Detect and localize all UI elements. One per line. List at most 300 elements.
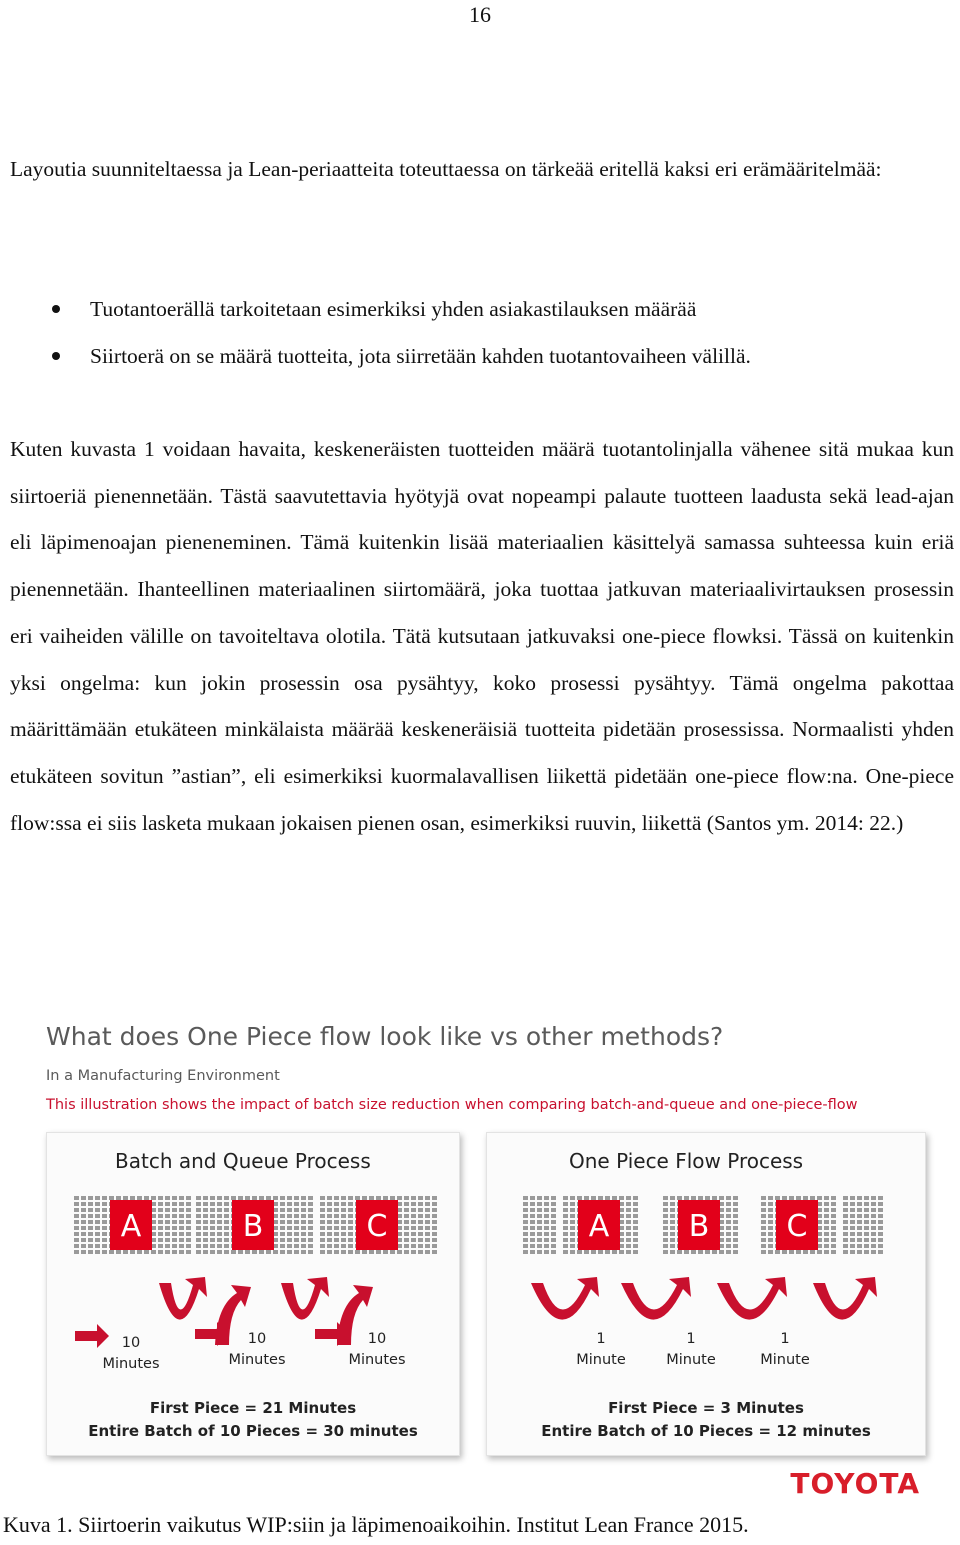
part-cell — [165, 1202, 170, 1206]
part-cell — [95, 1238, 100, 1242]
part-cell — [186, 1238, 191, 1242]
part-cell — [570, 1250, 575, 1254]
part-cell — [158, 1226, 163, 1230]
batch-time-label — [337, 1329, 417, 1371]
part-cell — [224, 1232, 229, 1236]
part-cell — [172, 1202, 177, 1206]
part-cell — [626, 1196, 631, 1200]
part-cell — [348, 1250, 353, 1254]
part-cell — [165, 1208, 170, 1212]
part-cell — [633, 1220, 638, 1224]
part-cell — [544, 1250, 549, 1254]
part-cell — [158, 1232, 163, 1236]
part-cell — [404, 1250, 409, 1254]
part-cell — [871, 1238, 876, 1242]
part-cell — [857, 1196, 862, 1200]
part-cell — [348, 1208, 353, 1212]
part-cell — [871, 1202, 876, 1206]
part-cell — [355, 1250, 360, 1254]
part-cell — [831, 1196, 836, 1200]
part-cell — [172, 1208, 177, 1212]
part-cell — [397, 1250, 402, 1254]
part-cell — [404, 1244, 409, 1248]
part-cell — [320, 1202, 325, 1206]
part-cell — [719, 1196, 724, 1200]
part-cell — [217, 1214, 222, 1218]
part-cell — [179, 1208, 184, 1212]
part-cell — [203, 1238, 208, 1242]
part-cell — [418, 1250, 423, 1254]
part-cell — [591, 1196, 596, 1200]
part-cell — [843, 1244, 848, 1248]
station-label: C — [786, 1209, 808, 1244]
part-cell — [563, 1238, 568, 1242]
part-cell — [432, 1208, 437, 1212]
part-cell — [544, 1244, 549, 1248]
part-cell — [425, 1202, 430, 1206]
part-cell — [294, 1226, 299, 1230]
part-cell — [670, 1202, 675, 1206]
part-cell — [551, 1238, 556, 1242]
part-cell — [273, 1250, 278, 1254]
part-cell — [294, 1196, 299, 1200]
part-cell — [165, 1226, 170, 1230]
time-value: 10 — [121, 1335, 141, 1351]
part-cell — [530, 1220, 535, 1224]
part-cell — [355, 1196, 360, 1200]
part-cell — [327, 1202, 332, 1206]
part-cell — [705, 1196, 710, 1200]
part-cell — [530, 1208, 535, 1212]
part-cell — [577, 1250, 582, 1254]
part-cell — [151, 1250, 156, 1254]
part-cell — [280, 1214, 285, 1218]
part-cell — [280, 1232, 285, 1236]
part-cell — [287, 1214, 292, 1218]
part-cell — [158, 1250, 163, 1254]
part-cell — [102, 1250, 107, 1254]
part-cell — [224, 1238, 229, 1242]
part-cell — [88, 1226, 93, 1230]
transfer-arrow-icon — [621, 1277, 691, 1320]
part-cell — [425, 1214, 430, 1218]
part-cell — [824, 1226, 829, 1230]
time-unit: Minute — [666, 1352, 716, 1368]
part-cell — [857, 1232, 862, 1236]
part-cell — [320, 1232, 325, 1236]
part-cell — [418, 1232, 423, 1236]
part-cell — [196, 1226, 201, 1230]
part-cell — [768, 1232, 773, 1236]
part-cell — [530, 1214, 535, 1218]
figure-note: This illustration shows the impact of batch size reduction when comparing batch-and-queue and one-piece-flow — [46, 1097, 858, 1113]
part-cell — [864, 1238, 869, 1242]
part-cell — [563, 1244, 568, 1248]
part-cell — [425, 1250, 430, 1254]
part-cell — [102, 1208, 107, 1212]
part-cell — [530, 1196, 535, 1200]
part-cell — [217, 1196, 222, 1200]
part-cell — [88, 1220, 93, 1224]
batch-queue-panel — [46, 1132, 460, 1456]
part-cell — [245, 1250, 250, 1254]
transfer-arrow-icon — [281, 1277, 329, 1320]
part-cell — [563, 1208, 568, 1212]
part-cell — [633, 1226, 638, 1230]
part-cell — [102, 1226, 107, 1230]
part-cell — [179, 1232, 184, 1236]
part-cell — [196, 1250, 201, 1254]
part-cell — [210, 1220, 215, 1224]
part-cell — [782, 1196, 787, 1200]
part-cell — [633, 1208, 638, 1212]
part-cell — [308, 1226, 313, 1230]
part-cell — [577, 1196, 582, 1200]
part-cell — [831, 1232, 836, 1236]
part-cell — [864, 1244, 869, 1248]
part-cell — [523, 1214, 528, 1218]
part-cell — [224, 1196, 229, 1200]
part-cell — [308, 1250, 313, 1254]
part-cell — [537, 1220, 542, 1224]
part-cell — [74, 1226, 79, 1230]
part-cell — [843, 1250, 848, 1254]
part-cell — [301, 1214, 306, 1218]
part-cell — [287, 1226, 292, 1230]
part-cell — [217, 1238, 222, 1242]
part-cell — [294, 1238, 299, 1242]
part-cell — [320, 1238, 325, 1242]
part-cell — [551, 1196, 556, 1200]
part-cell — [196, 1208, 201, 1212]
part-cell — [186, 1196, 191, 1200]
part-cell — [186, 1232, 191, 1236]
flow-summary — [487, 1397, 925, 1443]
part-cell — [383, 1250, 388, 1254]
part-cell — [301, 1250, 306, 1254]
part-cell — [294, 1208, 299, 1212]
part-cell — [871, 1208, 876, 1212]
part-cell — [301, 1202, 306, 1206]
part-cell — [605, 1250, 610, 1254]
transfer-arrow-icon — [531, 1277, 599, 1320]
part-cell — [843, 1238, 848, 1242]
part-cell — [544, 1208, 549, 1212]
part-cell — [810, 1250, 815, 1254]
part-cell — [523, 1220, 528, 1224]
part-cell — [824, 1250, 829, 1254]
part-cell — [418, 1196, 423, 1200]
part-cell — [334, 1232, 339, 1236]
part-cell — [102, 1220, 107, 1224]
part-cell — [301, 1238, 306, 1242]
part-cell — [523, 1238, 528, 1242]
part-cell — [341, 1196, 346, 1200]
page-number: 16 — [469, 2, 491, 27]
part-cell — [280, 1202, 285, 1206]
part-cell — [432, 1202, 437, 1206]
part-cell — [570, 1226, 575, 1230]
part-cell — [397, 1196, 402, 1200]
part-cell — [369, 1250, 374, 1254]
part-cell — [432, 1232, 437, 1236]
part-cell — [843, 1226, 848, 1230]
part-cell — [74, 1220, 79, 1224]
part-cell — [563, 1226, 568, 1230]
part-cell — [530, 1244, 535, 1248]
part-cell — [803, 1250, 808, 1254]
part-cell — [74, 1196, 79, 1200]
part-cell — [684, 1196, 689, 1200]
part-cell — [544, 1238, 549, 1242]
part-cell — [301, 1196, 306, 1200]
part-cell — [404, 1226, 409, 1230]
part-cell — [864, 1196, 869, 1200]
batch-time-label — [217, 1329, 297, 1371]
part-cell — [633, 1244, 638, 1248]
part-cell — [537, 1196, 542, 1200]
part-cell — [864, 1250, 869, 1254]
figure-subtitle: In a Manufacturing Environment — [46, 1068, 280, 1084]
part-cell — [179, 1202, 184, 1206]
part-cell — [563, 1250, 568, 1254]
part-cell — [663, 1202, 668, 1206]
part-cell — [411, 1250, 416, 1254]
part-cell — [203, 1220, 208, 1224]
part-cell — [334, 1214, 339, 1218]
part-cell — [537, 1202, 542, 1206]
part-cell — [301, 1244, 306, 1248]
part-cell — [633, 1214, 638, 1218]
bullet-dot-icon — [52, 352, 60, 360]
part-cell — [425, 1232, 430, 1236]
part-cell — [523, 1196, 528, 1200]
part-cell — [633, 1196, 638, 1200]
part-cell — [172, 1244, 177, 1248]
part-cell — [203, 1226, 208, 1230]
transfer-arrow-icon — [159, 1277, 207, 1320]
part-cell — [663, 1238, 668, 1242]
part-cell — [871, 1250, 876, 1254]
time-unit: Minute — [576, 1352, 626, 1368]
part-cell — [712, 1250, 717, 1254]
part-cell — [796, 1196, 801, 1200]
part-cell — [878, 1232, 883, 1236]
part-cell — [411, 1202, 416, 1206]
part-cell — [824, 1214, 829, 1218]
part-cell — [172, 1232, 177, 1236]
part-cell — [327, 1214, 332, 1218]
part-cell — [88, 1250, 93, 1254]
part-cell — [591, 1250, 596, 1254]
part-cell — [768, 1226, 773, 1230]
part-cell — [172, 1196, 177, 1200]
part-cell — [677, 1196, 682, 1200]
part-cell — [273, 1196, 278, 1200]
part-cell — [348, 1196, 353, 1200]
part-cell — [327, 1226, 332, 1230]
part-cell — [843, 1208, 848, 1212]
part-cell — [705, 1250, 710, 1254]
part-cell — [612, 1196, 617, 1200]
part-cell — [294, 1244, 299, 1248]
part-cell — [584, 1196, 589, 1200]
transfer-arrow-icon — [717, 1277, 787, 1320]
part-cell — [551, 1202, 556, 1206]
part-cell — [432, 1220, 437, 1224]
part-cell — [217, 1244, 222, 1248]
time-unit: Minutes — [102, 1356, 160, 1372]
bullet-dot-icon — [52, 305, 60, 313]
time-value: 1 — [780, 1331, 790, 1347]
flow-entire-batch: Entire Batch of 10 Pieces = 12 minutes — [541, 1422, 871, 1440]
transfer-arrow-icon — [813, 1277, 877, 1320]
part-cell — [418, 1238, 423, 1242]
part-cell — [74, 1232, 79, 1236]
part-cell — [308, 1196, 313, 1200]
part-cell — [864, 1202, 869, 1206]
part-cell — [530, 1226, 535, 1230]
part-cell — [551, 1226, 556, 1230]
part-cell — [789, 1250, 794, 1254]
part-cell — [411, 1196, 416, 1200]
part-cell — [81, 1238, 86, 1242]
part-cell — [280, 1208, 285, 1212]
part-cell — [88, 1196, 93, 1200]
part-cell — [390, 1196, 395, 1200]
part-cell — [348, 1226, 353, 1230]
part-cell — [768, 1202, 773, 1206]
part-cell — [81, 1214, 86, 1218]
part-cell — [612, 1250, 617, 1254]
part-cell — [871, 1226, 876, 1230]
part-cell — [670, 1196, 675, 1200]
part-cell — [810, 1196, 815, 1200]
part-cell — [369, 1196, 374, 1200]
part-cell — [203, 1232, 208, 1236]
part-cell — [327, 1208, 332, 1212]
part-cell — [537, 1214, 542, 1218]
part-cell — [81, 1208, 86, 1212]
part-cell — [320, 1250, 325, 1254]
part-cell — [224, 1250, 229, 1254]
part-cell — [726, 1250, 731, 1254]
part-cell — [432, 1196, 437, 1200]
part-cell — [95, 1232, 100, 1236]
part-cell — [626, 1220, 631, 1224]
part-cell — [158, 1238, 163, 1242]
part-cell — [768, 1214, 773, 1218]
part-cell — [726, 1214, 731, 1218]
part-cell — [663, 1226, 668, 1230]
part-cell — [341, 1250, 346, 1254]
part-cell — [217, 1220, 222, 1224]
part-cell — [165, 1220, 170, 1224]
part-cell — [320, 1226, 325, 1230]
part-cell — [362, 1250, 367, 1254]
part-cell — [425, 1220, 430, 1224]
part-cell — [864, 1214, 869, 1218]
part-cell — [878, 1202, 883, 1206]
part-cell — [726, 1232, 731, 1236]
part-cell — [341, 1208, 346, 1212]
part-cell — [411, 1232, 416, 1236]
part-cell — [570, 1202, 575, 1206]
part-cell — [404, 1238, 409, 1242]
part-cell — [404, 1232, 409, 1236]
time-unit: Minute — [760, 1352, 810, 1368]
part-cell — [691, 1250, 696, 1254]
part-cell — [432, 1238, 437, 1242]
time-unit: Minutes — [348, 1352, 406, 1368]
part-cell — [74, 1238, 79, 1242]
part-cell — [523, 1208, 528, 1212]
part-cell — [824, 1232, 829, 1236]
part-cell — [95, 1214, 100, 1218]
part-cell — [327, 1244, 332, 1248]
part-cell — [796, 1250, 801, 1254]
part-cell — [831, 1214, 836, 1218]
part-cell — [196, 1244, 201, 1248]
part-cell — [670, 1232, 675, 1236]
part-cell — [523, 1244, 528, 1248]
part-cell — [626, 1226, 631, 1230]
part-cell — [663, 1244, 668, 1248]
part-cell — [308, 1244, 313, 1248]
part-cell — [280, 1244, 285, 1248]
part-cell — [179, 1238, 184, 1242]
part-cell — [116, 1196, 121, 1200]
part-cell — [341, 1238, 346, 1242]
part-cell — [334, 1244, 339, 1248]
part-cell — [348, 1244, 353, 1248]
part-cell — [102, 1232, 107, 1236]
part-cell — [390, 1250, 395, 1254]
part-cell — [217, 1202, 222, 1206]
part-cell — [831, 1208, 836, 1212]
part-cell — [196, 1232, 201, 1236]
part-cell — [196, 1238, 201, 1242]
part-cell — [864, 1232, 869, 1236]
part-cell — [348, 1232, 353, 1236]
bullet-text: Tuotantoerällä tarkoitetaan esimerkiksi yhden asiakastilauksen määrää — [90, 297, 697, 321]
part-cell — [537, 1250, 542, 1254]
part-cell — [878, 1208, 883, 1212]
part-cell — [109, 1250, 114, 1254]
part-cell — [224, 1220, 229, 1224]
part-cell — [864, 1226, 869, 1230]
part-cell — [404, 1202, 409, 1206]
part-cell — [320, 1196, 325, 1200]
part-cell — [551, 1244, 556, 1248]
part-cell — [74, 1214, 79, 1218]
part-cell — [537, 1226, 542, 1230]
part-cell — [523, 1250, 528, 1254]
part-cell — [850, 1220, 855, 1224]
part-cell — [348, 1238, 353, 1242]
part-cell — [341, 1214, 346, 1218]
intro-paragraph: Layoutia suunniteltaessa ja Lean-periaatteita toteuttaessa on tärkeää eritellä kaksi eri erämääritelmää: — [10, 157, 882, 181]
part-cell — [301, 1232, 306, 1236]
part-cell — [824, 1196, 829, 1200]
part-cell — [425, 1196, 430, 1200]
part-cell — [537, 1232, 542, 1236]
part-cell — [287, 1250, 292, 1254]
part-cell — [95, 1226, 100, 1230]
part-cell — [81, 1250, 86, 1254]
part-cell — [843, 1232, 848, 1236]
part-cell — [179, 1196, 184, 1200]
